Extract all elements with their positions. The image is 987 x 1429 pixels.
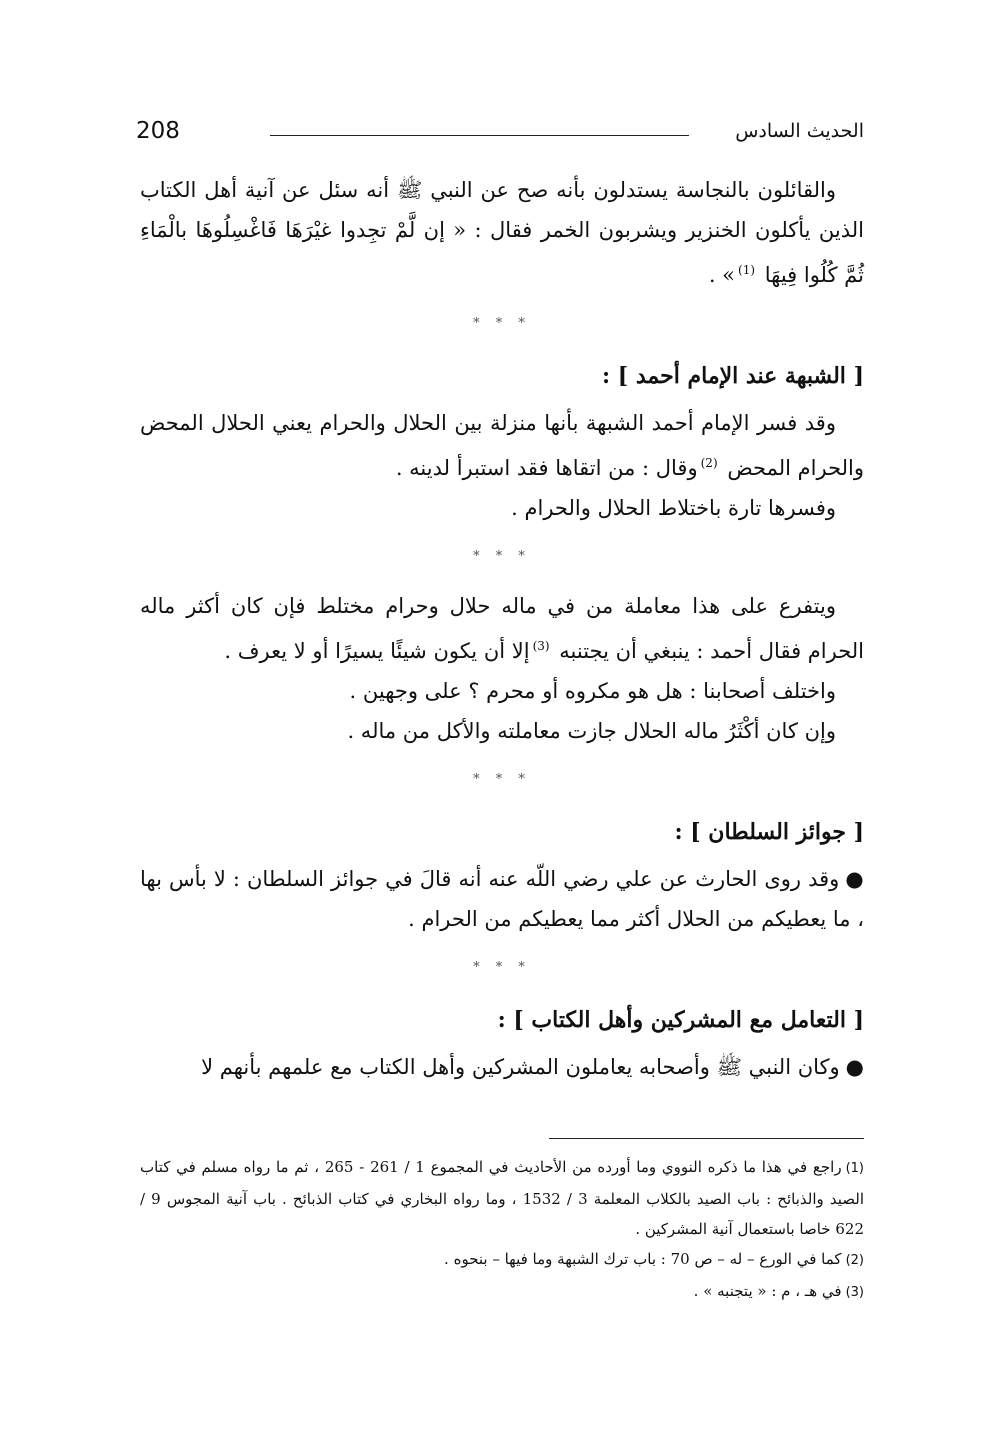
section-heading: [ الشبهة عند الإمام أحمد ] : [602,363,864,389]
footnote-rule [549,1138,864,1139]
paragraph: ●وقد روى الحارث عن علي رضي اللّه عنه أنه قالَ في جوائز السلطان : لا بأس بها ، ما يعطيكم من الحلال أكثر مما يعطيكم من الحرام . [140,867,865,931]
paragraph: ويتفرع على هذا معاملة من في ماله حلال وحرام مختلط فإن كان أكثر ماله الحرام فقال أحمد : ينبغي أن يجتنبه $^{(3)}$إلا أن يكون شيئًا يسيرًا أو لا يعرف . [140,594,864,663]
page [136,108,865,1398]
chapter-title: الحديث السادس [735,120,864,142]
paragraph: وفسرها تارة باختلاط الحلال والحرام . [511,496,836,520]
footnote-ref[interactable]: (3) [532,639,550,653]
footnote-ref[interactable]: (2) [700,456,718,470]
footnote: (2)كما في الورع – له – ص 70 : باب ترك الشبهة وما فيها – بنحوه . [444,1250,864,1268]
footnote-ref[interactable]: (1) [738,263,756,277]
footnote: (1)راجع في هذا ما ذكره النووي وما أورده من الأحاديث في المجموع 1 / 261 - 265 ، ثم ما رواه مسلم في كتاب الصيد والذبائح : باب الصيد بالكلاب المعلمة 3 / 1532 ، وما رواه البخاري في كتاب الذبائح . باب آنية المجوس 9 / 622 خاصا باستعمال آنية المشركين . [140,1158,864,1238]
page-number: 208 [136,118,180,144]
section-heading: [ جوائز السلطان ] : [674,819,864,845]
paragraph: وقد فسر الإمام أحمد الشبهة بأنها منزلة بين الحلال والحرام يعني الحلال المحض والحرام المحض $^{(2)}$وقال : من اتقاها فقد استبرأ لدينه . [140,411,864,480]
footnote: (3)في هـ ، م : « يتجنبه » . [693,1282,864,1300]
paragraph: وإن كان أكْثَرُ ماله الحلال جازت معاملته والأكل من ماله . [347,719,836,743]
footnotes [140,1152,864,1308]
section-separator: * * * [473,960,531,975]
paragraph: واختلف أصحابنا : هل هو مكروه أو محرم ؟ على وجهين . [349,679,836,703]
section-separator: * * * [473,549,531,564]
section-heading: [ التعامل مع المشركين وأهل الكتاب ] : [497,1007,864,1033]
section-separator: * * * [473,772,531,787]
paragraph: والقائلون بالنجاسة يستدلون بأنه صح عن النبي ﷺ أنه سئل عن آنية أهل الكتاب الذين يأكلون الخنزير ويشربون الخمر فقال : « إن لَّمْ تجِدوا غيْرَهَا فَاغْسِلُوهَا بالْمَاءِ ثُمَّ كُلُوا فِيهَا $^{(1)}$» . [140,178,864,287]
header-rule [270,135,689,136]
body-text [140,170,864,1087]
paragraph: ●وكان النبي ﷺ وأصحابه يعاملون المشركين وأهل الكتاب مع علمهم بأنهم لا [201,1055,864,1079]
section-separator: * * * [473,316,531,331]
running-header [136,118,864,148]
bullet-icon: ● [845,1055,864,1079]
bullet-icon: ● [845,867,865,891]
